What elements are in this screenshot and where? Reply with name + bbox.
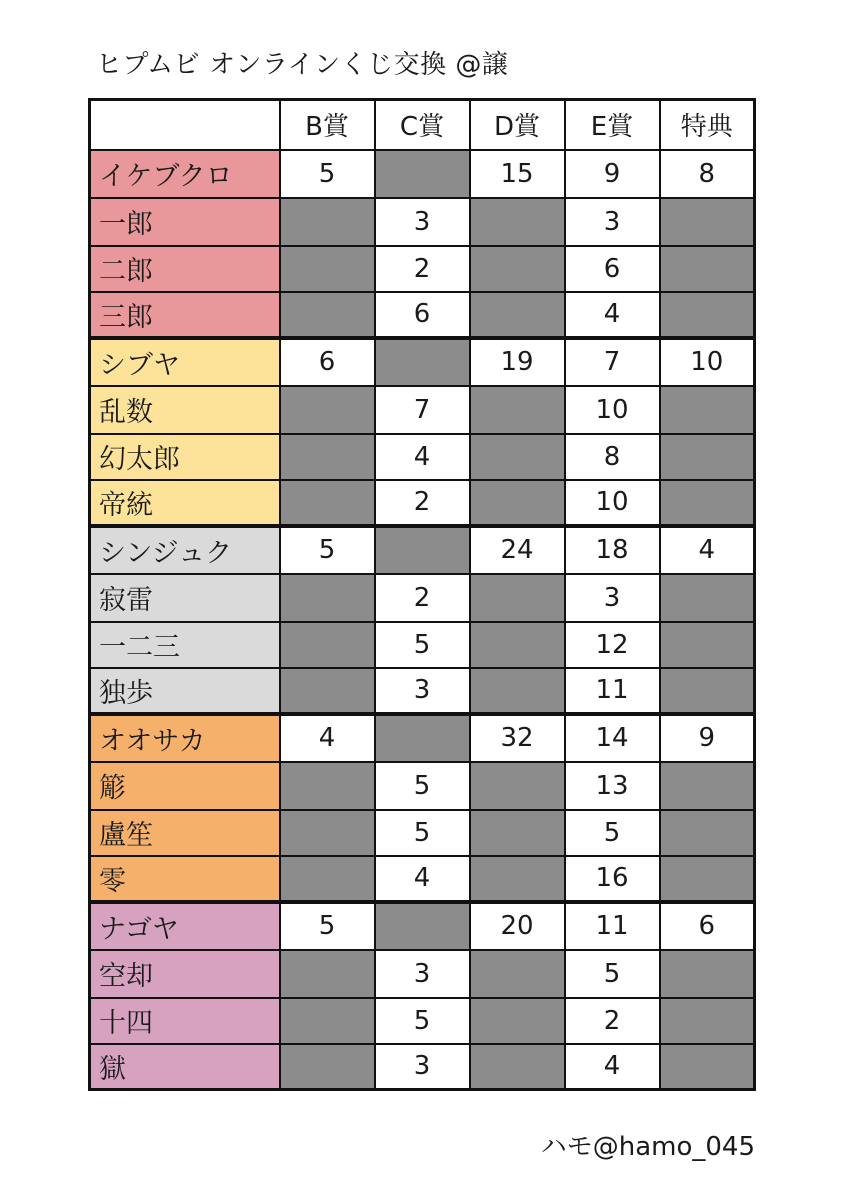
count-cell-c: 7 bbox=[375, 386, 470, 434]
unavailable-cell-bonus bbox=[660, 950, 755, 998]
unavailable-cell-b bbox=[280, 762, 375, 810]
unavailable-cell-d bbox=[470, 856, 565, 902]
unavailable-cell-bonus bbox=[660, 998, 755, 1044]
member-row bbox=[90, 856, 755, 902]
header-corner bbox=[90, 100, 280, 150]
unavailable-cell-b bbox=[280, 1044, 375, 1090]
team-row bbox=[90, 714, 755, 762]
unavailable-cell-d bbox=[470, 246, 565, 292]
count-cell-bonus: 6 bbox=[660, 902, 755, 950]
member-name: 独歩 bbox=[90, 668, 280, 714]
count-cell-c: 5 bbox=[375, 810, 470, 856]
count-cell-e: 2 bbox=[565, 998, 660, 1044]
count-cell-d: 19 bbox=[470, 338, 565, 386]
member-row bbox=[90, 574, 755, 622]
count-cell-e: 4 bbox=[565, 292, 660, 338]
count-cell-e: 12 bbox=[565, 622, 660, 668]
count-cell-b: 6 bbox=[280, 338, 375, 386]
member-name: 空却 bbox=[90, 950, 280, 998]
unavailable-cell-b bbox=[280, 386, 375, 434]
count-cell-e: 10 bbox=[565, 386, 660, 434]
unavailable-cell-c bbox=[375, 150, 470, 198]
count-cell-e: 3 bbox=[565, 574, 660, 622]
header-c-prize: C賞 bbox=[375, 100, 470, 150]
member-row bbox=[90, 950, 755, 998]
unavailable-cell-c bbox=[375, 902, 470, 950]
header-e-prize: E賞 bbox=[565, 100, 660, 150]
member-name: 簓 bbox=[90, 762, 280, 810]
team-name: シンジュク bbox=[90, 526, 280, 574]
count-cell-e: 10 bbox=[565, 480, 660, 526]
member-name: 盧笙 bbox=[90, 810, 280, 856]
member-row bbox=[90, 668, 755, 714]
count-cell-c: 4 bbox=[375, 856, 470, 902]
count-cell-b: 5 bbox=[280, 150, 375, 198]
unavailable-cell-bonus bbox=[660, 1044, 755, 1090]
team-name: イケブクロ bbox=[90, 150, 280, 198]
count-cell-e: 14 bbox=[565, 714, 660, 762]
count-cell-c: 5 bbox=[375, 622, 470, 668]
unavailable-cell-b bbox=[280, 292, 375, 338]
count-cell-b: 4 bbox=[280, 714, 375, 762]
count-cell-e: 9 bbox=[565, 150, 660, 198]
count-cell-e: 16 bbox=[565, 856, 660, 902]
unavailable-cell-b bbox=[280, 998, 375, 1044]
unavailable-cell-d bbox=[470, 386, 565, 434]
unavailable-cell-d bbox=[470, 574, 565, 622]
unavailable-cell-bonus bbox=[660, 480, 755, 526]
count-cell-e: 5 bbox=[565, 810, 660, 856]
count-cell-c: 3 bbox=[375, 950, 470, 998]
page-title: ヒプムビ オンラインくじ交換 @譲 bbox=[96, 50, 509, 80]
member-row bbox=[90, 480, 755, 526]
unavailable-cell-bonus bbox=[660, 292, 755, 338]
count-cell-d: 32 bbox=[470, 714, 565, 762]
unavailable-cell-d bbox=[470, 434, 565, 480]
count-cell-e: 13 bbox=[565, 762, 660, 810]
table-body bbox=[90, 150, 755, 1090]
unavailable-cell-bonus bbox=[660, 668, 755, 714]
member-row bbox=[90, 198, 755, 246]
count-cell-d: 15 bbox=[470, 150, 565, 198]
team-row bbox=[90, 526, 755, 574]
count-cell-b: 5 bbox=[280, 902, 375, 950]
count-cell-c: 3 bbox=[375, 198, 470, 246]
header-bonus: 特典 bbox=[660, 100, 755, 150]
count-cell-e: 7 bbox=[565, 338, 660, 386]
count-cell-c: 3 bbox=[375, 1044, 470, 1090]
count-cell-c: 5 bbox=[375, 998, 470, 1044]
member-name: 二郎 bbox=[90, 246, 280, 292]
unavailable-cell-bonus bbox=[660, 574, 755, 622]
unavailable-cell-b bbox=[280, 198, 375, 246]
team-row bbox=[90, 902, 755, 950]
author-handle: ハモ@hamo_045 bbox=[540, 1132, 755, 1162]
team-row bbox=[90, 338, 755, 386]
team-name: シブヤ bbox=[90, 338, 280, 386]
member-name: 一二三 bbox=[90, 622, 280, 668]
count-cell-c: 6 bbox=[375, 292, 470, 338]
member-row bbox=[90, 810, 755, 856]
unavailable-cell-c bbox=[375, 526, 470, 574]
unavailable-cell-b bbox=[280, 622, 375, 668]
count-cell-bonus: 9 bbox=[660, 714, 755, 762]
count-cell-e: 6 bbox=[565, 246, 660, 292]
unavailable-cell-bonus bbox=[660, 810, 755, 856]
member-row bbox=[90, 1044, 755, 1090]
count-cell-b: 5 bbox=[280, 526, 375, 574]
count-cell-e: 8 bbox=[565, 434, 660, 480]
header-b-prize: B賞 bbox=[280, 100, 375, 150]
unavailable-cell-d bbox=[470, 1044, 565, 1090]
unavailable-cell-b bbox=[280, 434, 375, 480]
unavailable-cell-bonus bbox=[660, 856, 755, 902]
member-name: 帝統 bbox=[90, 480, 280, 526]
unavailable-cell-d bbox=[470, 292, 565, 338]
member-row bbox=[90, 998, 755, 1044]
unavailable-cell-bonus bbox=[660, 198, 755, 246]
member-name: 零 bbox=[90, 856, 280, 902]
member-row bbox=[90, 386, 755, 434]
member-row bbox=[90, 622, 755, 668]
unavailable-cell-b bbox=[280, 668, 375, 714]
unavailable-cell-b bbox=[280, 574, 375, 622]
count-cell-e: 18 bbox=[565, 526, 660, 574]
unavailable-cell-b bbox=[280, 480, 375, 526]
unavailable-cell-b bbox=[280, 950, 375, 998]
member-row bbox=[90, 434, 755, 480]
unavailable-cell-d bbox=[470, 762, 565, 810]
count-cell-bonus: 10 bbox=[660, 338, 755, 386]
unavailable-cell-bonus bbox=[660, 434, 755, 480]
count-cell-c: 2 bbox=[375, 574, 470, 622]
team-name: オオサカ bbox=[90, 714, 280, 762]
count-cell-c: 2 bbox=[375, 246, 470, 292]
unavailable-cell-c bbox=[375, 714, 470, 762]
unavailable-cell-bonus bbox=[660, 386, 755, 434]
unavailable-cell-d bbox=[470, 198, 565, 246]
member-name: 獄 bbox=[90, 1044, 280, 1090]
team-row bbox=[90, 150, 755, 198]
count-cell-e: 11 bbox=[565, 902, 660, 950]
count-cell-e: 3 bbox=[565, 198, 660, 246]
unavailable-cell-bonus bbox=[660, 762, 755, 810]
count-cell-c: 3 bbox=[375, 668, 470, 714]
unavailable-cell-d bbox=[470, 950, 565, 998]
count-cell-c: 5 bbox=[375, 762, 470, 810]
unavailable-cell-d bbox=[470, 668, 565, 714]
count-cell-c: 2 bbox=[375, 480, 470, 526]
unavailable-cell-b bbox=[280, 810, 375, 856]
header-row bbox=[90, 100, 755, 150]
count-cell-e: 11 bbox=[565, 668, 660, 714]
count-cell-e: 5 bbox=[565, 950, 660, 998]
unavailable-cell-b bbox=[280, 246, 375, 292]
member-row bbox=[90, 762, 755, 810]
unavailable-cell-d bbox=[470, 622, 565, 668]
count-cell-d: 20 bbox=[470, 902, 565, 950]
member-name: 十四 bbox=[90, 998, 280, 1044]
member-name: 三郎 bbox=[90, 292, 280, 338]
count-cell-bonus: 8 bbox=[660, 150, 755, 198]
unavailable-cell-b bbox=[280, 856, 375, 902]
member-name: 乱数 bbox=[90, 386, 280, 434]
member-row bbox=[90, 246, 755, 292]
unavailable-cell-c bbox=[375, 338, 470, 386]
member-name: 幻太郎 bbox=[90, 434, 280, 480]
exchange-table bbox=[88, 98, 756, 1091]
count-cell-e: 4 bbox=[565, 1044, 660, 1090]
count-cell-d: 24 bbox=[470, 526, 565, 574]
unavailable-cell-bonus bbox=[660, 622, 755, 668]
unavailable-cell-d bbox=[470, 998, 565, 1044]
unavailable-cell-d bbox=[470, 810, 565, 856]
unavailable-cell-bonus bbox=[660, 246, 755, 292]
team-name: ナゴヤ bbox=[90, 902, 280, 950]
member-name: 一郎 bbox=[90, 198, 280, 246]
header-d-prize: D賞 bbox=[470, 100, 565, 150]
member-name: 寂雷 bbox=[90, 574, 280, 622]
count-cell-bonus: 4 bbox=[660, 526, 755, 574]
count-cell-c: 4 bbox=[375, 434, 470, 480]
unavailable-cell-d bbox=[470, 480, 565, 526]
member-row bbox=[90, 292, 755, 338]
